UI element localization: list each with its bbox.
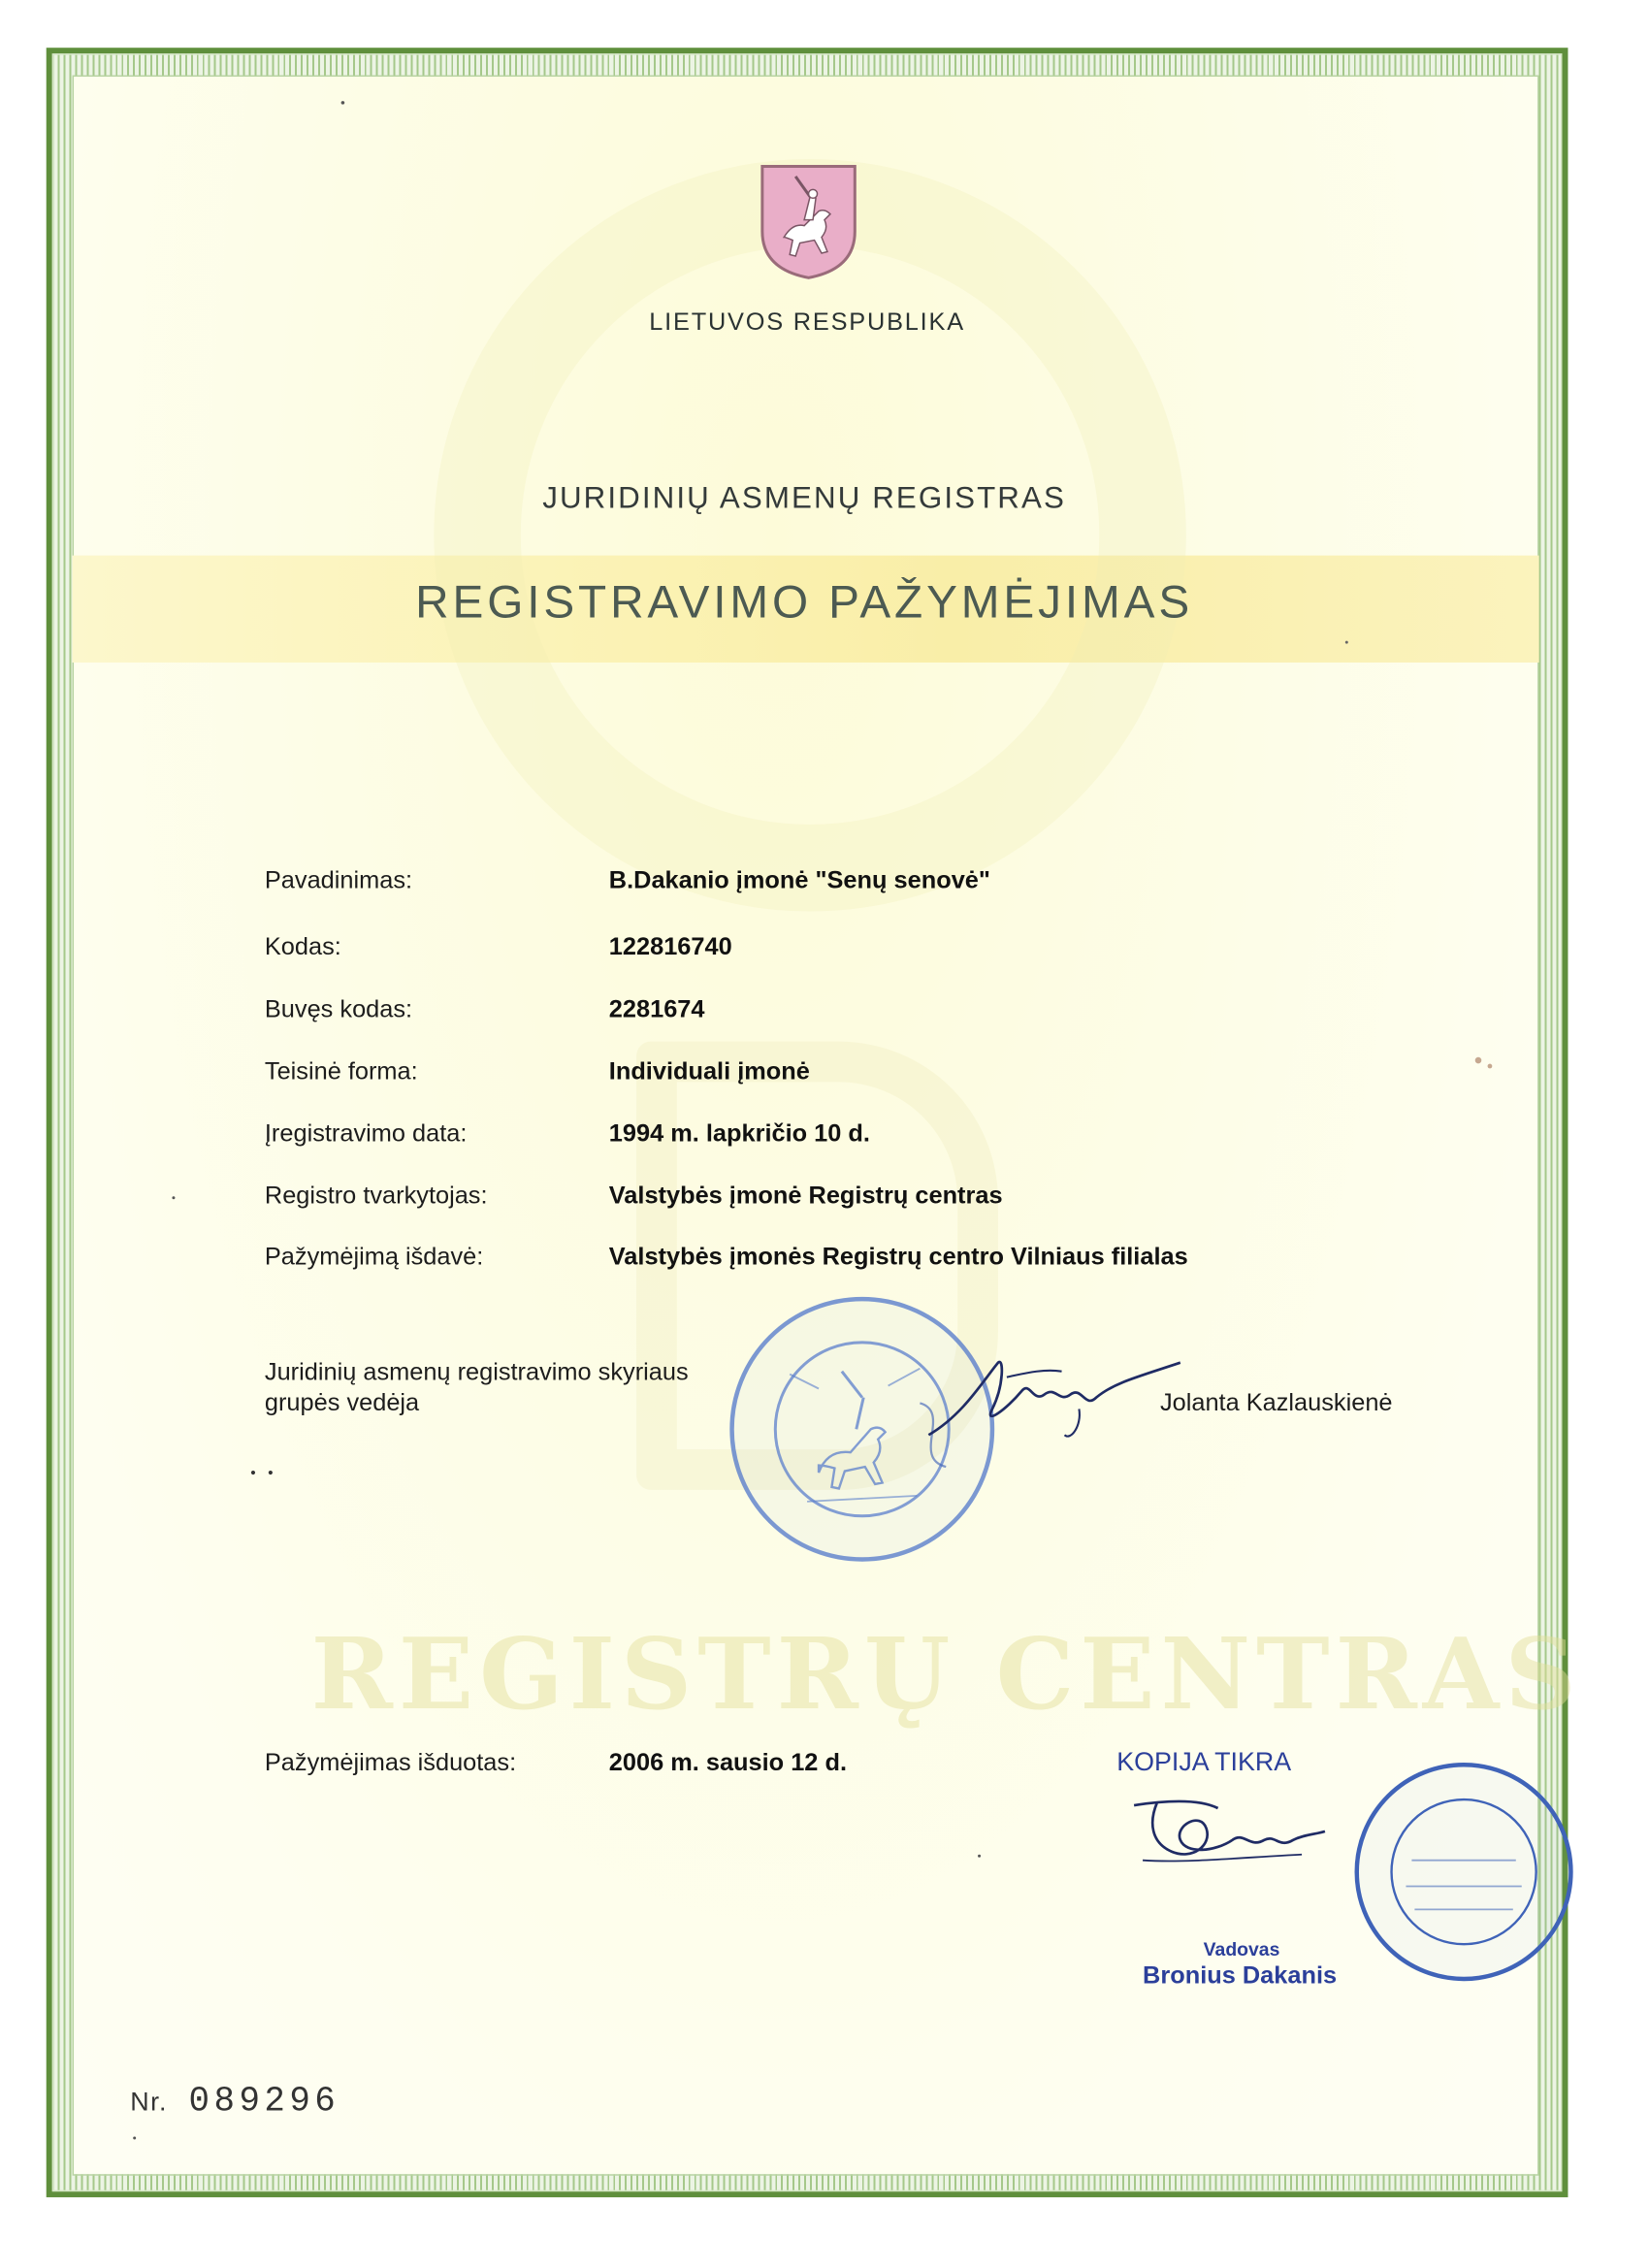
field-value: B.Dakanio įmonė "Senų senovė" bbox=[608, 866, 990, 894]
field-label: Pavadinimas: bbox=[264, 866, 413, 894]
issued-label: Pažymėjimas išduotas: bbox=[264, 1748, 517, 1777]
field-value: 2281674 bbox=[608, 994, 705, 1023]
document-title: REGISTRAVIMO PAŽYMĖJIMAS bbox=[415, 575, 1194, 629]
officer-title-line: grupės vedėja bbox=[264, 1388, 420, 1416]
field-label: Teisinė forma: bbox=[264, 1057, 418, 1085]
copy-certification-label: KOPIJA TIKRA bbox=[1116, 1747, 1292, 1777]
field-value: Valstybės įmonė Registrų centras bbox=[608, 1182, 1003, 1210]
director-name: Bronius Dakanis bbox=[1143, 1961, 1338, 1990]
certificate-number-value: 089296 bbox=[188, 2083, 340, 2122]
field-label: Pažymėjimą išdavė: bbox=[264, 1242, 484, 1271]
field-label: Buvęs kodas: bbox=[264, 994, 413, 1023]
officer-name: Jolanta Kazlauskienė bbox=[1159, 1388, 1393, 1416]
field-value: Individuali įmonė bbox=[608, 1057, 810, 1085]
field-label: Įregistravimo data: bbox=[264, 1119, 468, 1148]
director-role: Vadovas bbox=[1203, 1938, 1280, 1960]
officer-title-line: Juridinių asmenų registravimo skyriaus bbox=[264, 1358, 689, 1386]
watermark-text: REGISTRŲ CENTRAS bbox=[310, 1617, 1582, 1733]
field-value: Valstybės įmonės Registrų centro Vilniaus filialas bbox=[608, 1242, 1188, 1271]
registry-name: JURIDINIŲ ASMENŲ REGISTRAS bbox=[542, 481, 1066, 515]
issued-date: 2006 m. sausio 12 d. bbox=[608, 1748, 847, 1777]
field-value: 1994 m. lapkričio 10 d. bbox=[608, 1119, 870, 1148]
certificate-number-label: Nr. bbox=[130, 2087, 169, 2117]
field-label: Registro tvarkytojas: bbox=[264, 1182, 488, 1210]
field-label: Kodas: bbox=[264, 932, 341, 961]
country-name: LIETUVOS RESPUBLIKA bbox=[649, 308, 965, 336]
field-value: 122816740 bbox=[608, 932, 732, 961]
